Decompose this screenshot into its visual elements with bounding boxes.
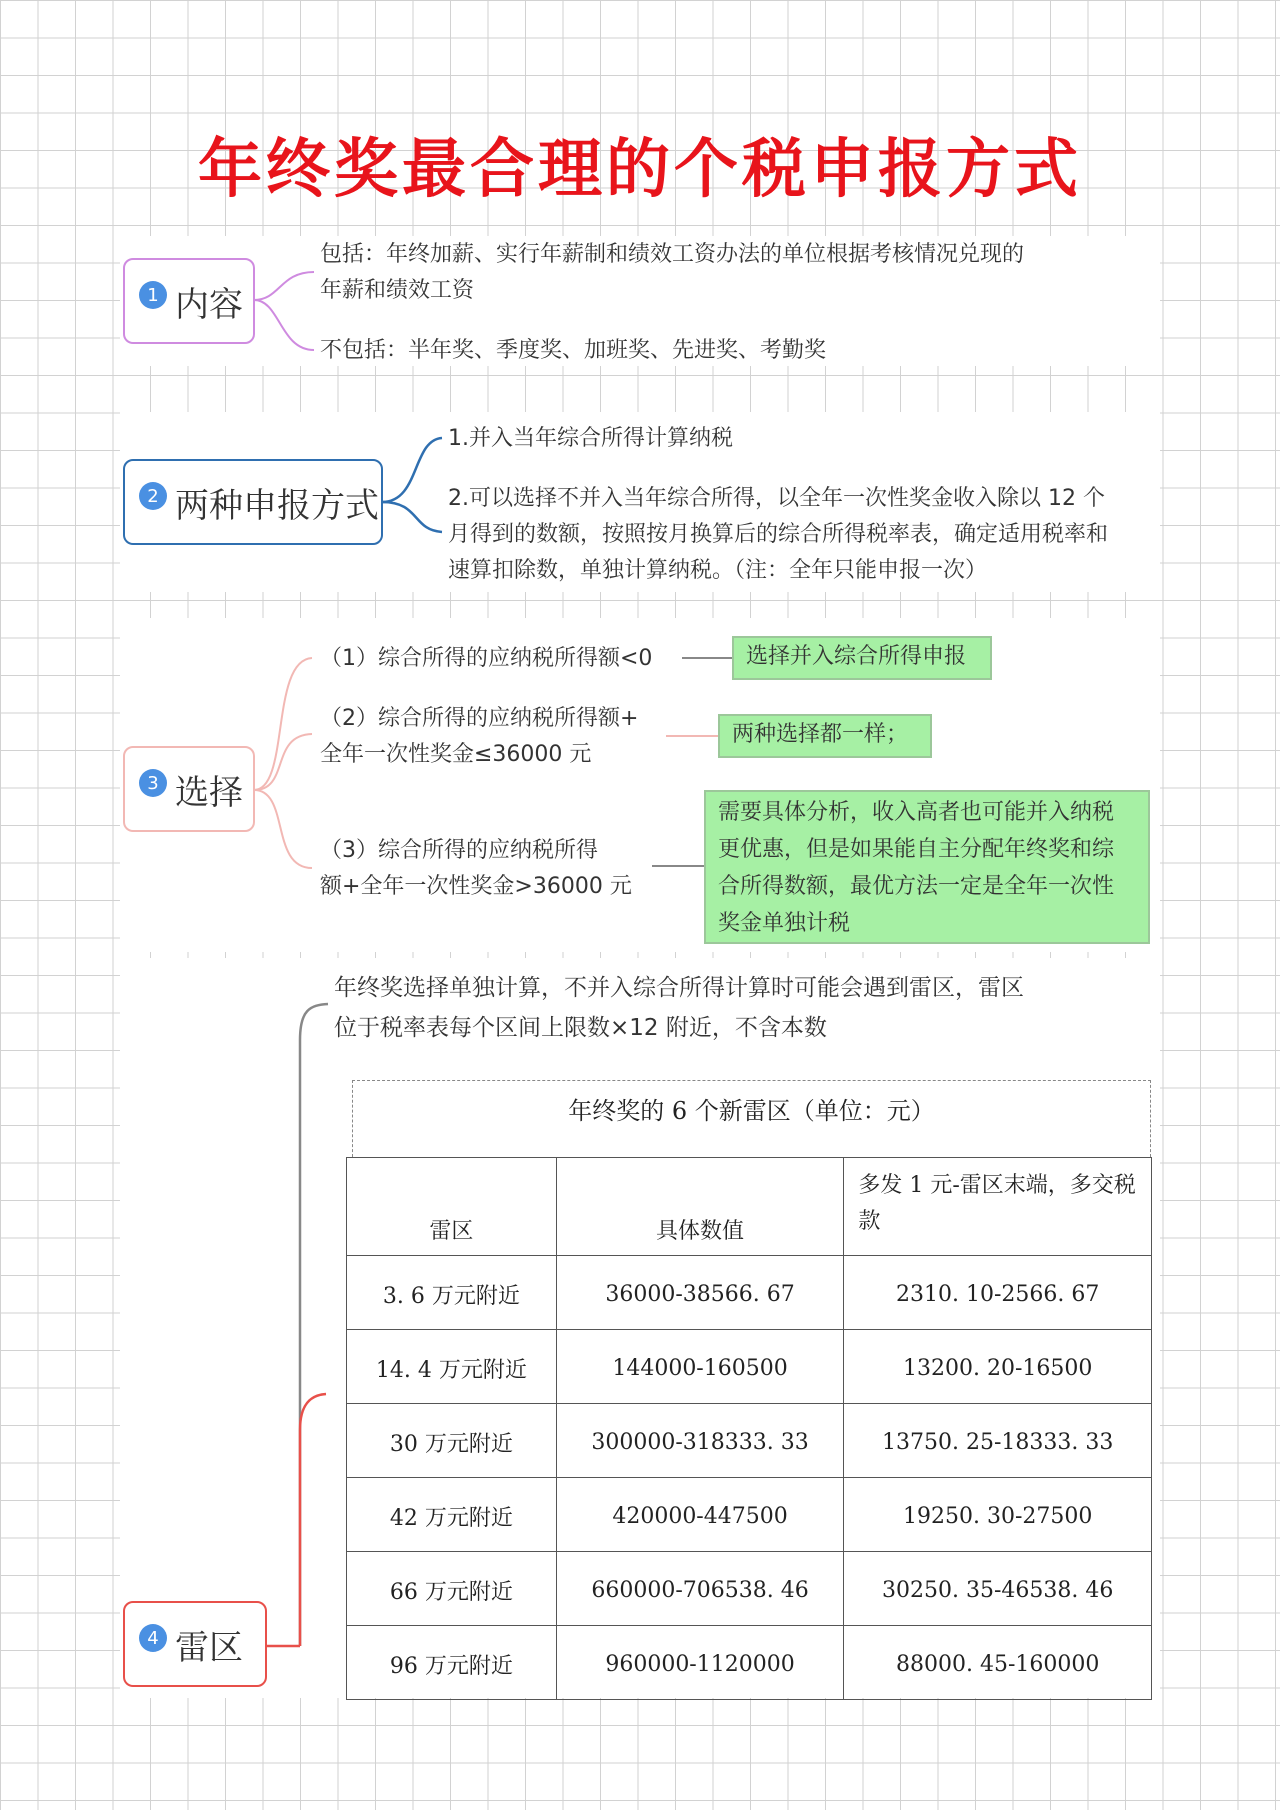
connector-choice-case1 <box>254 658 312 790</box>
node-choice[interactable] <box>123 746 255 832</box>
table-header-row <box>347 1158 1152 1256</box>
number-badge-3: 3 <box>139 769 167 797</box>
choice-case3-line1: （3）综合所得的应纳税所得 <box>320 838 598 863</box>
connector-content-excluded <box>254 300 314 350</box>
choice-case3-result-line4: 奖金单独计税 <box>718 911 851 936</box>
table-header-extra-tax: 多发 1 元-雷区末端，多交税款 <box>844 1158 1152 1256</box>
choice-case1-result: 选择并入综合所得申报 <box>732 636 992 680</box>
table-header-zone: 雷区 <box>347 1158 557 1256</box>
minefield-table <box>346 1080 1152 1700</box>
content-included-line2: 年薪和绩效工资 <box>320 278 475 303</box>
choice-case2-line2: 全年一次性奖金≤36000 元 <box>320 742 592 767</box>
table-cell-zone: 66 万元附近 <box>347 1552 557 1626</box>
table-cell-value: 300000-318333. 33 <box>556 1404 844 1478</box>
choice-case2-result: 两种选择都一样； <box>718 714 932 758</box>
table-cell-extra-tax: 2310. 10-2566. 67 <box>844 1256 1152 1330</box>
table-cell-value: 36000-38566. 67 <box>556 1256 844 1330</box>
connector-choice-case3 <box>254 790 312 868</box>
node-content[interactable] <box>123 258 255 344</box>
node-methods[interactable] <box>123 459 383 545</box>
table-header-value: 具体数值 <box>556 1158 844 1256</box>
table-cell-value: 144000-160500 <box>556 1330 844 1404</box>
node-label-minefield: 雷区 <box>175 1627 243 1668</box>
table-cell-value: 420000-447500 <box>556 1478 844 1552</box>
methods-item1: 1.并入当年综合所得计算纳税 <box>448 426 733 451</box>
number-badge-2: 2 <box>139 482 167 510</box>
table-row <box>347 1552 1152 1626</box>
connector-methods-item2 <box>382 502 442 532</box>
minefield-data-table <box>346 1157 1152 1700</box>
minefield-desc-line1: 年终奖选择单独计算，不并入综合所得计算时可能会遇到雷区，雷区 <box>334 975 1024 1001</box>
minefield-desc-line2: 位于税率表每个区间上限数×12 附近，不含本数 <box>334 1015 827 1041</box>
table-cell-extra-tax: 19250. 30-27500 <box>844 1478 1152 1552</box>
choice-case3-result <box>704 790 1150 944</box>
methods-item2-line2: 月得到的数额，按照按月换算后的综合所得税率表，确定适用税率和 <box>448 522 1109 547</box>
table-cell-zone: 3. 6 万元附近 <box>347 1256 557 1330</box>
choice-case3-line2: 额+全年一次性奖金>36000 元 <box>320 874 632 899</box>
table-cell-extra-tax: 13750. 25-18333. 33 <box>844 1404 1152 1478</box>
connector-minefield-desc <box>300 1004 328 1646</box>
content-excluded: 不包括：半年奖、季度奖、加班奖、先进奖、考勤奖 <box>320 338 827 363</box>
table-cell-zone: 14. 4 万元附近 <box>347 1330 557 1404</box>
table-cell-zone: 96 万元附近 <box>347 1626 557 1700</box>
node-label-choice: 选择 <box>175 772 243 813</box>
table-row <box>347 1478 1152 1552</box>
choice-case3-result-line1: 需要具体分析，收入高者也可能并入纳税 <box>718 800 1115 825</box>
methods-item2-line3: 速算扣除数，单独计算纳税。（注：全年只能申报一次） <box>448 558 988 583</box>
content-included-line1: 包括：年终加薪、实行年薪制和绩效工资办法的单位根据考核情况兑现的 <box>320 242 1025 267</box>
page-title: 年终奖最合理的个税申报方式 <box>198 133 1082 207</box>
connector-content-included <box>254 272 314 300</box>
table-cell-extra-tax: 88000. 45-160000 <box>844 1626 1152 1700</box>
table-cell-zone: 30 万元附近 <box>347 1404 557 1478</box>
table-cell-extra-tax: 30250. 35-46538. 46 <box>844 1552 1152 1626</box>
node-minefield[interactable] <box>123 1601 267 1687</box>
table-cell-value: 960000-1120000 <box>556 1626 844 1700</box>
number-badge-4: 4 <box>139 1624 167 1652</box>
table-cell-extra-tax: 13200. 20-16500 <box>844 1330 1152 1404</box>
number-badge-1: 1 <box>139 281 167 309</box>
table-caption: 年终奖的 6 个新雷区（单位：元） <box>352 1080 1151 1157</box>
table-row <box>347 1330 1152 1404</box>
table-row <box>347 1256 1152 1330</box>
connector-minefield-table <box>300 1394 326 1646</box>
node-label-content: 内容 <box>175 284 243 325</box>
table-row <box>347 1626 1152 1700</box>
table-row <box>347 1404 1152 1478</box>
table-cell-zone: 42 万元附近 <box>347 1478 557 1552</box>
choice-case1: （1）综合所得的应纳税所得额<0 <box>320 646 653 671</box>
node-label-methods: 两种申报方式 <box>175 485 379 526</box>
choice-case2-line1: （2）综合所得的应纳税所得额+ <box>320 706 639 731</box>
connector-choice-case2 <box>254 734 312 790</box>
connector-methods-item1 <box>382 438 442 502</box>
choice-case3-result-line3: 合所得数额，最优方法一定是全年一次性 <box>718 874 1115 899</box>
choice-case3-result-line2: 更优惠，但是如果能自主分配年终奖和综 <box>718 837 1115 862</box>
methods-item2-line1: 2.可以选择不并入当年综合所得，以全年一次性奖金收入除以 12 个 <box>448 486 1105 511</box>
table-cell-value: 660000-706538. 46 <box>556 1552 844 1626</box>
